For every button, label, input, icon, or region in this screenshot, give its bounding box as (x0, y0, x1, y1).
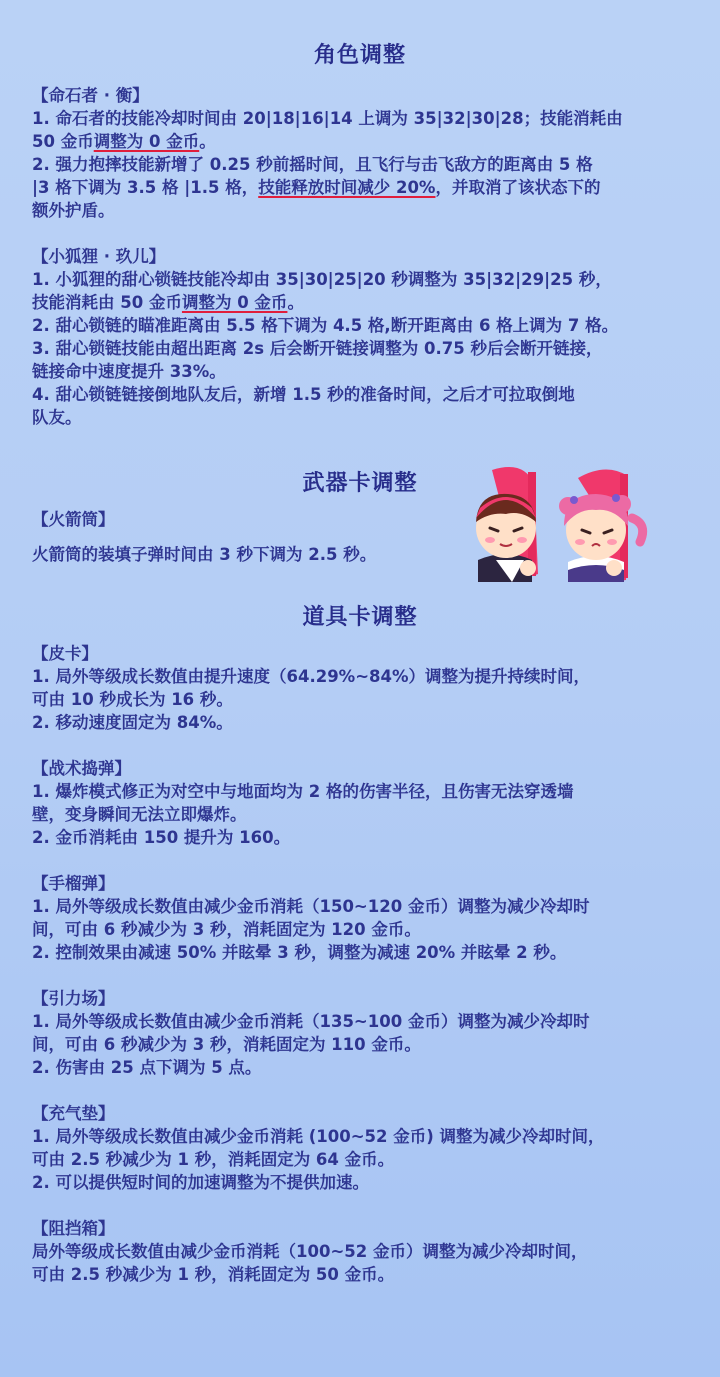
skin-line-1: 1. 局外等级成长数值由提升速度（64.29%~84%）调整为提升持续时间， (32, 667, 591, 686)
fox-line-3: 2. 甜心锁链的瞄准距离由 5.5 格下调为 4.5 格,断开距离由 6 格上调为 7 格。 (32, 316, 619, 335)
grenade-line-3: 2. 控制效果由减速 50% 并眩晕 3 秒，调整为减速 20% 并眩晕 2 秒。 (32, 943, 567, 962)
stone-line-1: 1. 命石者的技能冷却时间由 20|18|16|14 上调为 35|32|30|28；技能消耗由 (32, 109, 623, 128)
fox-line-4: 3. 甜心锁链技能由超出距离 2s 后会断开链接调整为 0.75 秒后会断开链接， (32, 339, 603, 358)
stone-line-4-c: ，并取消了该状态下的 (435, 178, 601, 197)
items-block (32, 642, 700, 1286)
stone-line-5: 额外护盾。 (32, 201, 115, 220)
gravity-name: 【引力场】 (32, 989, 115, 1008)
stone-underline-cast: 技能释放时间减少 20% (258, 178, 436, 197)
stone-line-2-a: 50 金币 (32, 132, 94, 151)
grenade-line-2: 间，可由 6 秒减少为 3 秒，消耗固定为 120 金币。 (32, 920, 421, 939)
bomb-line-2: 壁，变身瞬间无法立即爆炸。 (32, 805, 247, 824)
cushion-line-3: 2. 可以提供短时间的加速调整为不提供加速。 (32, 1173, 369, 1192)
bomb-line-1: 1. 爆炸模式修正为对空中与地面均为 2 格的伤害半径，且伤害无法穿透墙 (32, 782, 574, 801)
bomb-line-3: 2. 金币消耗由 150 提升为 160。 (32, 828, 291, 847)
stone-line-4-a: |3 格下调为 3.5 格 |1.5 格， (32, 178, 259, 197)
fox-line-2-c: 。 (287, 293, 304, 312)
boy-and-girl-mascot-icon (462, 464, 682, 588)
fox-line-5: 链接命中速度提升 33%。 (32, 362, 226, 381)
stone-line-4 (32, 176, 700, 199)
stone-line-2 (32, 130, 700, 153)
skin-line-3: 2. 移动速度固定为 84%。 (32, 713, 233, 732)
grenade-name: 【手榴弹】 (32, 874, 115, 893)
girl-mascot-icon (559, 469, 643, 582)
grenade-line-1: 1. 局外等级成长数值由减少金币消耗（150~120 金币）调整为减少冷却时 (32, 897, 590, 916)
stone-line-3: 2. 强力抱摔技能新增了 0.25 秒前摇时间，且飞行与击飞敌方的距离由 5 格 (32, 155, 593, 174)
rocket-name: 【火箭筒】 (32, 510, 115, 529)
fox-line-2 (32, 291, 700, 314)
cushion-line-2: 可由 2.5 秒减少为 1 秒，消耗固定为 64 金币。 (32, 1150, 395, 1169)
stone-line-2-c: 。 (199, 132, 216, 151)
skin-line-2: 可由 10 秒成长为 16 秒。 (32, 690, 233, 709)
section-title-roles: 角色调整 (313, 43, 406, 68)
fox-line-7: 队友。 (32, 408, 82, 427)
boy-mascot-icon (476, 467, 538, 582)
fox-line-2-a: 技能消耗由 50 金币 (32, 293, 182, 312)
gravity-line-3: 2. 伤害由 25 点下调为 5 点。 (32, 1058, 262, 1077)
stone-underline-cost: 调整为 0 金币 (93, 132, 200, 151)
gravity-line-1: 1. 局外等级成长数值由减少金币消耗（135~100 金币）调整为减少冷却时 (32, 1012, 590, 1031)
gravity-line-2: 间，可由 6 秒减少为 3 秒，消耗固定为 110 金币。 (32, 1035, 421, 1054)
skin-name: 【皮卡】 (32, 644, 98, 663)
fox-line-6: 4. 甜心锁链链接倒地队友后，新增 1.5 秒的准备时间，之后才可拉取倒地 (32, 385, 575, 404)
roles-block (32, 84, 700, 429)
section-title-weapons: 武器卡调整 (302, 471, 418, 496)
section-title-items: 道具卡调整 (302, 605, 418, 630)
barrier-name: 【阻挡箱】 (32, 1219, 115, 1238)
cushion-name: 【充气垫】 (32, 1104, 115, 1123)
rocket-line-1: 火箭筒的装填子弹时间由 3 秒下调为 2.5 秒。 (32, 545, 377, 564)
bomb-name: 【战术捣弹】 (32, 759, 131, 778)
stone-name: 【命石者 · 衡】 (32, 86, 149, 105)
barrier-line-2: 可由 2.5 秒减少为 1 秒，消耗固定为 50 金币。 (32, 1265, 395, 1284)
fox-underline-cost: 调整为 0 金币 (181, 293, 288, 312)
fox-line-1: 1. 小狐狸的甜心锁链技能冷却由 35|30|25|20 秒调整为 35|32|29|25 秒， (32, 270, 612, 289)
fox-name: 【小狐狸 · 玖儿】 (32, 247, 166, 266)
barrier-line-1: 局外等级成长数值由减少金币消耗（100~52 金币）调整为减少冷却时间， (32, 1242, 588, 1261)
cushion-line-1: 1. 局外等级成长数值由减少金币消耗 (100~52 金币) 调整为减少冷却时间， (32, 1127, 605, 1146)
